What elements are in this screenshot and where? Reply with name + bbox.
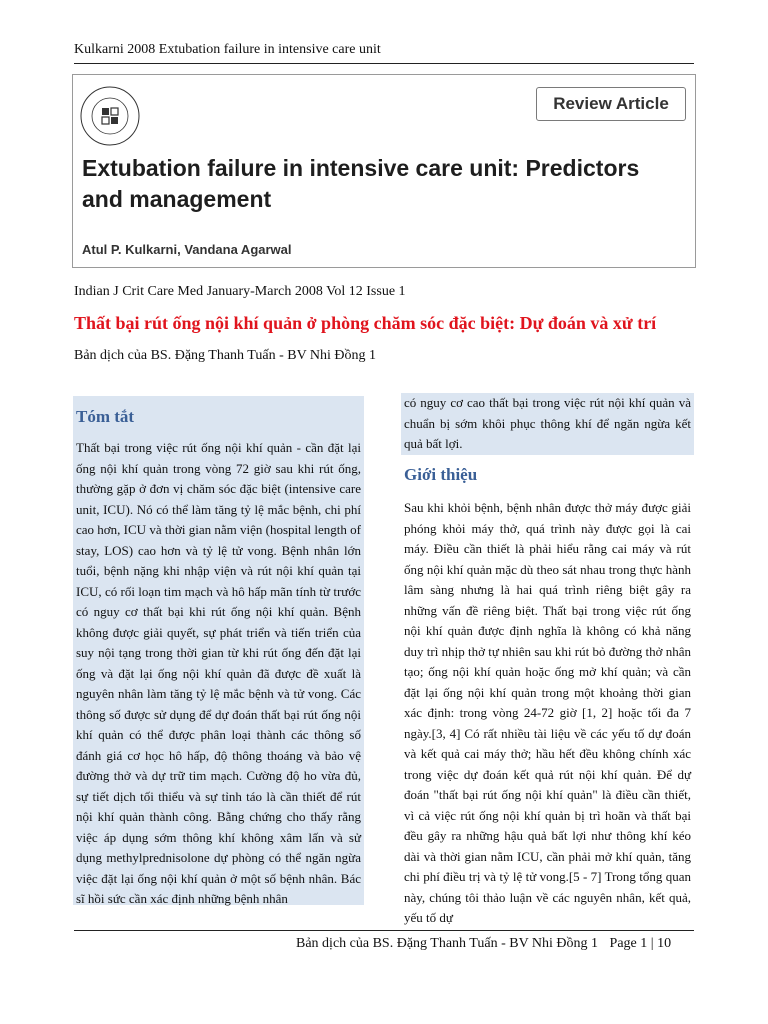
header-divider [74,63,694,64]
page-number: Page 1 | 10 [609,936,672,951]
abstract-heading: Tóm tắt [76,407,135,426]
introduction-heading: Giới thiệu [404,465,478,484]
introduction-body: Sau khi khỏi bệnh, bệnh nhân được thở máy được giải phóng khỏi máy thở, quá trình này được gọi là cai máy. Điều cần thiết là phải hiểu rằng cai máy và rút ống nội khí quản mặc dù theo sát nhau trong thực hành lâm sàng nhưng là hai quá trình riêng biệt gây ra những vấn đề riêng biệt. Thất bại trong việc rút ống nội khí quản được định nghĩa là không có khả năng duy trì nhịp thở tự nhiên sau khi rút bỏ đường thở nhân tạo; ống nội khí quản hoặc ống mở khí quản; và cần đặt lại ống nội khí quản trong một khoảng thời gian xác định: trong vòng 24-72 giờ [1, 2] hoặc tối đa 7 ngày.[3, 4] Có rất nhiều tài liệu về các yếu tố dự đoán và kết quả cai máy thở; hầu hết đều không chính xác trong việc dự đoán kết quả rút nội khí quản. Để dự đoán "thất bại rút ống nội khí quản" là điều cần thiết, vì cả việc rút ống nội khí quản bị trì hoãn và thất bại đều gây ra những hậu quả bất lợi như thông khí kéo dài và thời gian nằm ICU, cần phải mở khí quản, tăng chi phí điều trị và tỷ lệ tử vong.[5 - 7] Trong tổng quan này, chúng tôi thảo luận về các nguyên nhân, kết quả, yếu tố dự [404,500,691,925]
journal-citation: Indian J Crit Care Med January-March 2008 Vol 12 Issue 1 [74,284,406,299]
abstract-panel [73,396,364,905]
abstract-continuation: có nguy cơ cao thất bại trong việc rút nội khí quản và chuẩn bị sớm khôi phục thông khí để ngăn ngừa kết quả bất lợi. [401,393,694,455]
article-authors: Atul P. Kulkarni, Vandana Agarwal [82,242,292,257]
footer-credit: Bản dịch của BS. Đặng Thanh Tuấn - BV Nhi Đồng 1 [296,936,599,951]
page-footer [296,936,671,952]
running-header: Kulkarni 2008 Extubation failure in intensive care unit [74,42,381,57]
vietnamese-title: Thất bại rút ống nội khí quản ở phòng chăm sóc đặc biệt: Dự đoán và xử trí [74,313,657,333]
footer-divider [74,930,694,931]
review-article-badge: Review Article [536,87,686,121]
article-header-image [72,74,696,268]
translator-credit: Bản dịch của BS. Đặng Thanh Tuấn - BV Nhi Đồng 1 [74,348,377,363]
abstract-body: Thất bại trong việc rút ống nội khí quản - cần đặt lại ống nội khí quản trong vòng 72 giờ sau khi rút ống, thường gặp ở đơn vị chăm sóc đặc biệt (intensive care unit, ICU). Nó có thể làm tăng tỷ lệ mắc bệnh, chi phí cao hơn, ICU và thời gian nằm viện (hospital length of stay, LOS) cao hơn và tỷ lệ tử vong. Bệnh nhân lớn tuổi, bệnh nặng khi nhập viện và rút nội khí quản tại ICU, có rối loạn tim mạch và hô hấp mãn tính từ trước có nguy cơ thất bại khi rút ống nội khí quản. Bệnh không được giải quyết, sự phát triển và tiến triển của suy nội tạng trong thời gian từ khi rút ống đến đặt lại ống và đặt lại ống nội khí quản đã được đề xuất là nguyên nhân làm tăng tỷ lệ mắc bệnh và tử vong. Các thông số được sử dụng để dự đoán thất bại rút ống nội khí quản có thể được phân loại thành các thông số đánh giá cơ học hô hấp, độ thông thoáng và bảo vệ đường thở và dự trữ tim mạch. Cường độ ho vừa đủ, sự tiết dịch tối thiểu và sự tỉnh táo là cần thiết để rút nội khí quản thành công. Bằng chứng cho thấy rằng việc áp dụng sớm thông khí không xâm lấn và sử dụng methylprednisolone dự phòng có thể ngăn ngừa việc đặt lại ống nội khí quản ở một số bệnh nhân. Bác sĩ hồi sức cần xác định những bệnh nhân [76,440,361,906]
introduction-section [401,464,694,929]
society-seal-icon [79,85,141,147]
article-title: Extubation failure in intensive care unit: Predictors and management [82,155,640,212]
